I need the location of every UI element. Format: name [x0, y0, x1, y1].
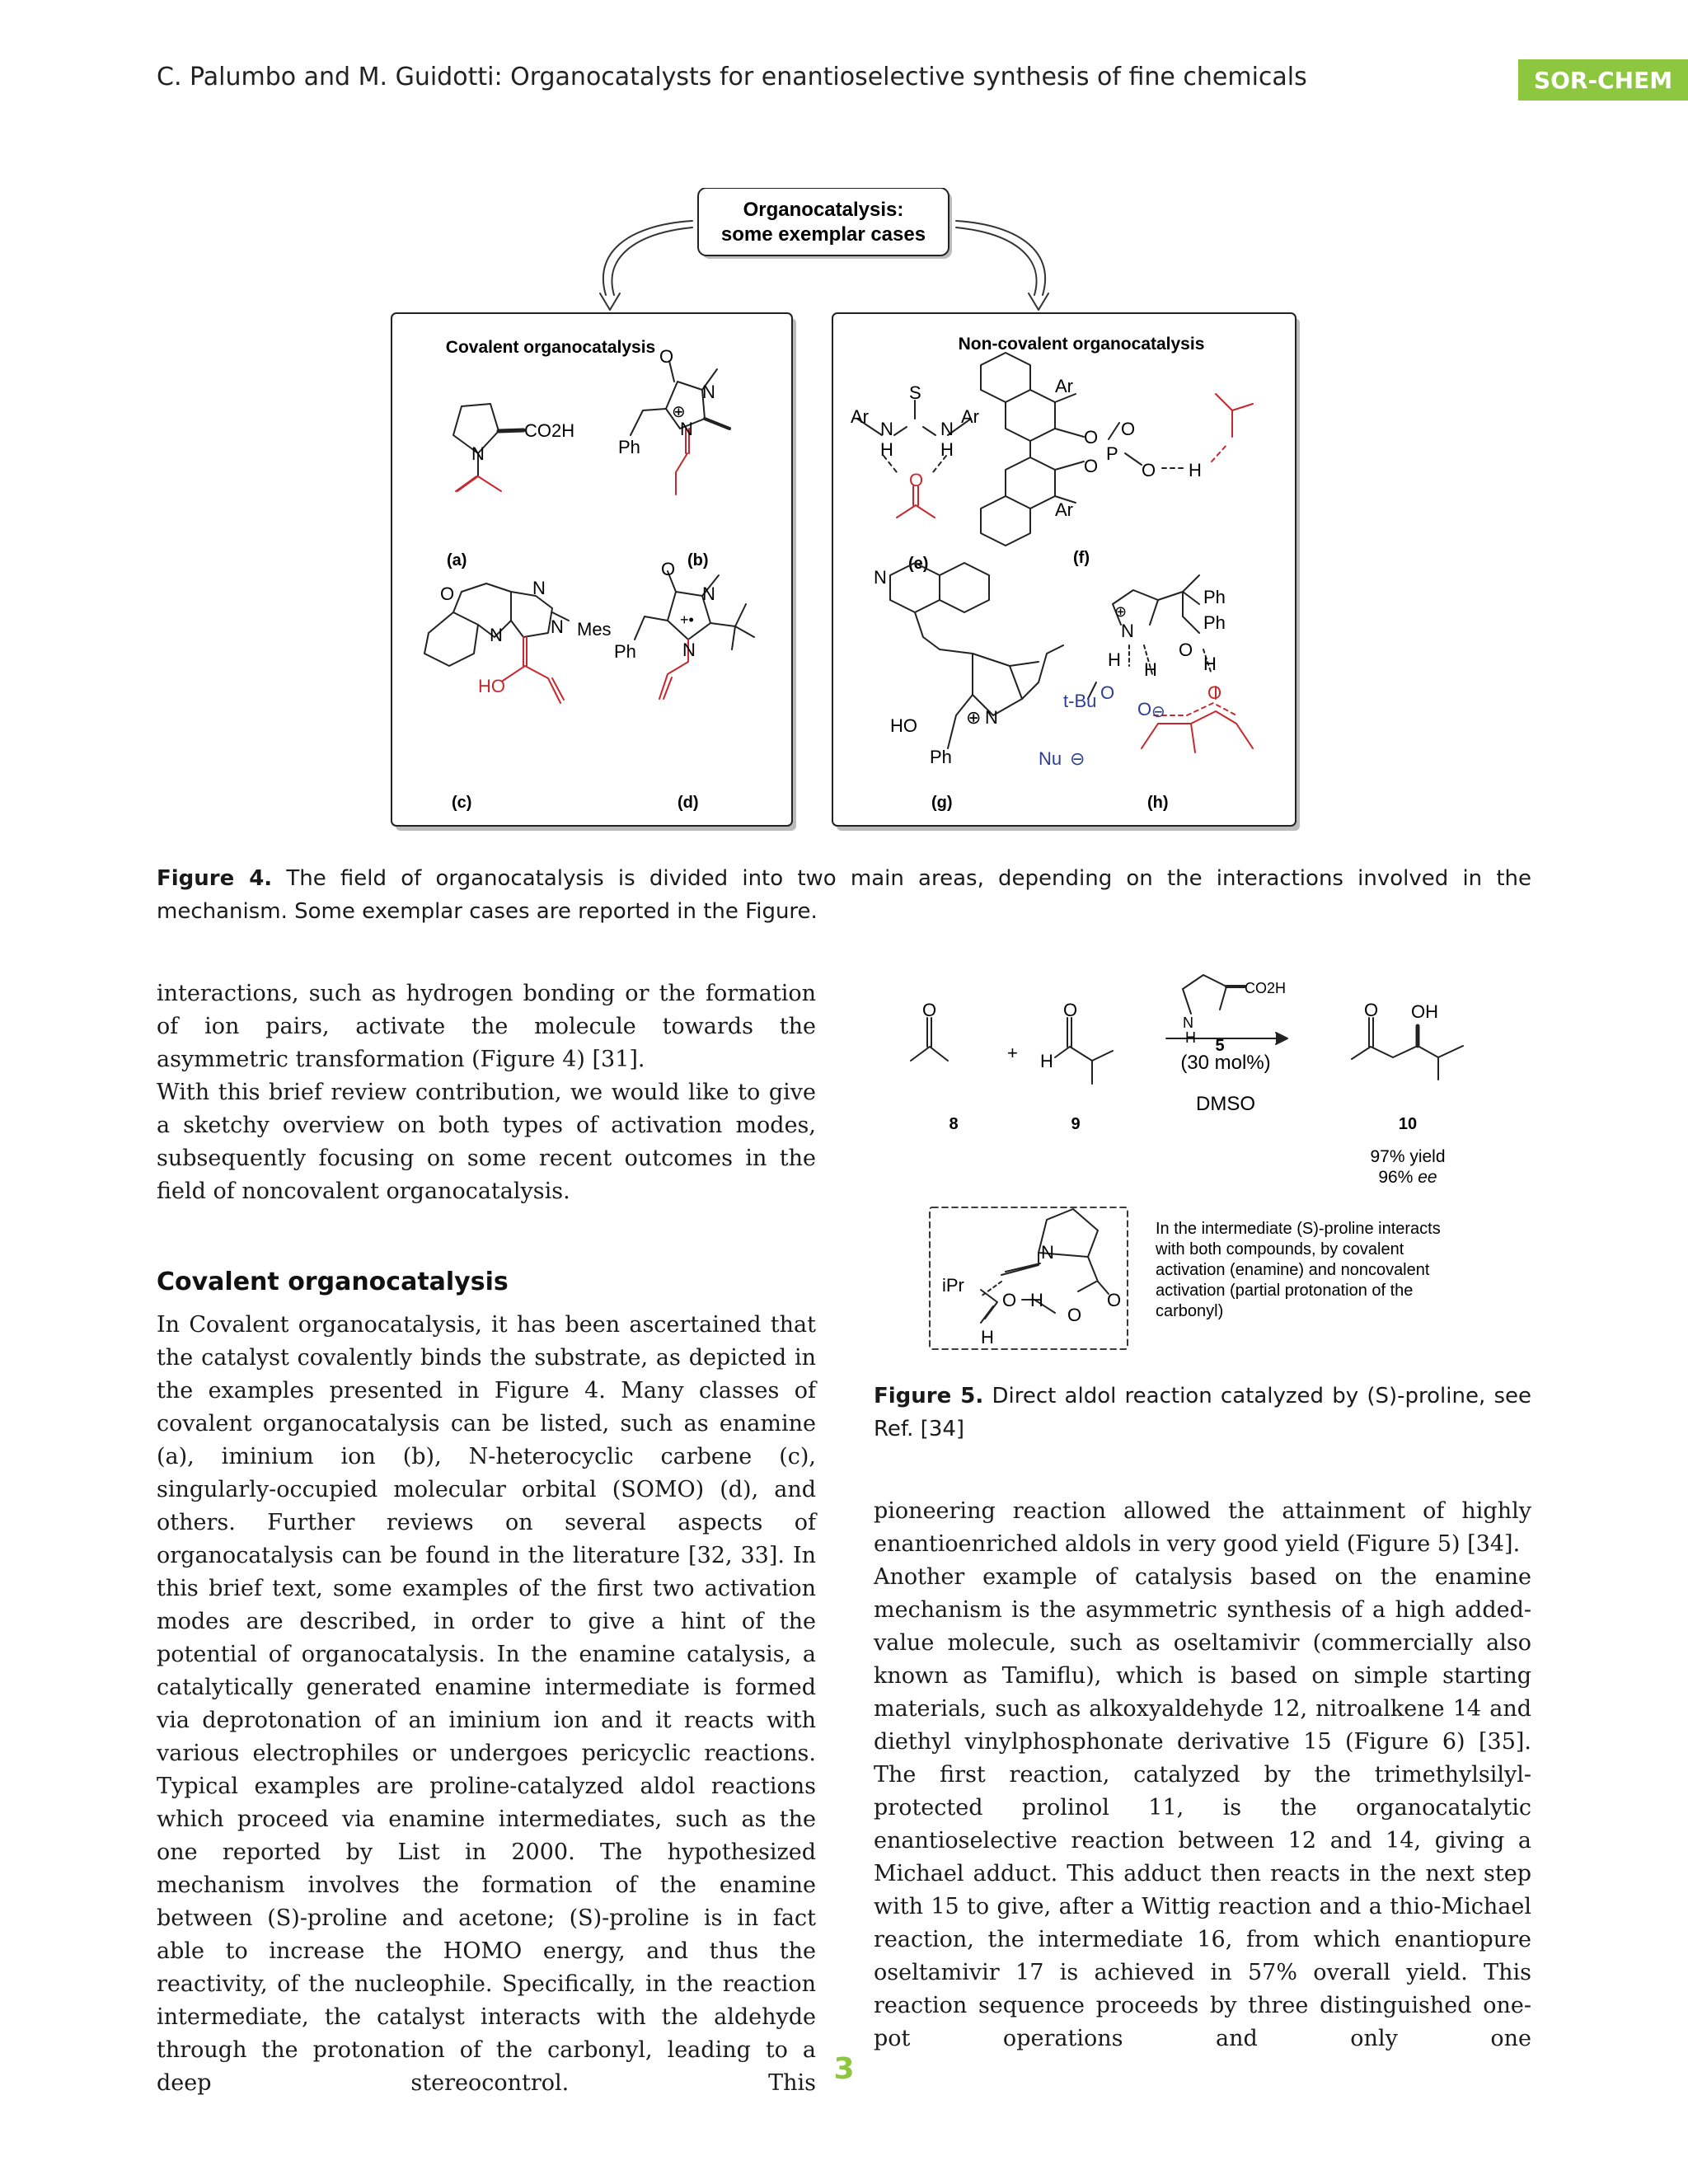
running-title: C. Palumbo and M. Guidotti: Organocatalysts for enantioselective synthesis of fine chemicals: [157, 63, 1307, 91]
charge-label: ⊕: [672, 403, 686, 421]
atom-label: HO: [890, 715, 917, 736]
caption-text: Direct aldol reaction catalyzed by (S)-proline, see Ref. [34]: [874, 1384, 1532, 1441]
atom-label: O: [1121, 419, 1136, 439]
atom-label: Ph: [1203, 612, 1226, 633]
right-column-body: [874, 1495, 1531, 2055]
left-column-body: [157, 1309, 816, 2100]
caption-label: Figure 4.: [157, 866, 273, 891]
atom-label: O: [1002, 1290, 1017, 1310]
panel-label-e: (e): [908, 555, 929, 573]
atom-label: Ar: [1055, 376, 1073, 396]
section-heading: Covalent organocatalysis: [157, 1268, 509, 1296]
atom-label: O: [1142, 460, 1156, 480]
paragraph: interactions, such as hydrogen bonding or the formation of ion pairs, activate the molecule towards the asymmetric transformation (Figure 4) [31].: [157, 981, 816, 1072]
atom-label: O: [661, 559, 676, 579]
atom-label: N: [1183, 1015, 1193, 1031]
atom-label: N: [985, 707, 998, 728]
right-curved-arrow: [956, 221, 1048, 310]
panel-label-f: (f): [1073, 549, 1090, 567]
left-column-intro: [157, 977, 816, 1208]
ee-label: 96% ee: [1378, 1168, 1437, 1187]
atom-label: S: [909, 382, 921, 403]
atom-label: N: [1041, 1242, 1054, 1263]
atom-label: Ar: [851, 406, 869, 427]
atom-label: N: [551, 616, 564, 637]
caption-label: Figure 5.: [874, 1384, 984, 1408]
figure-4-scheme: [379, 188, 1302, 835]
atom-label: N: [680, 419, 693, 439]
atom-label: H: [1144, 659, 1157, 680]
panel-label-h: (h): [1147, 794, 1169, 812]
atom-label: H: [940, 439, 954, 460]
atom-label: O: [909, 470, 924, 490]
atom-label: HO: [478, 676, 505, 696]
atom-label: H: [1040, 1051, 1053, 1071]
atom-label: Ph: [618, 437, 640, 457]
atom-label: O: [1067, 1305, 1082, 1325]
atom-label: O: [659, 346, 674, 367]
atom-label: O: [1100, 682, 1115, 703]
compound-label: 8: [949, 1115, 959, 1133]
atom-label: N: [490, 625, 503, 645]
catalyst-loading: (30 mol%): [1180, 1052, 1271, 1074]
atom-label: H: [1189, 460, 1202, 480]
panel-label-a: (a): [447, 551, 467, 569]
left-curved-arrow: [600, 221, 692, 310]
atom-label: Ph: [1203, 587, 1226, 607]
catalyst-label: 5: [1215, 1037, 1225, 1055]
panel-label-d: (d): [678, 794, 699, 812]
svg-text:with both compounds, by covale: with both compounds, by covalent: [1156, 1240, 1404, 1258]
panel-label-b: (b): [687, 551, 709, 569]
atom-label: H: [880, 439, 893, 460]
atom-label: O: [1084, 456, 1099, 476]
journal-badge: SOR-CHEM: [1518, 59, 1688, 101]
compound-label: 9: [1071, 1115, 1081, 1133]
compound-label: 10: [1398, 1115, 1418, 1133]
atom-label: Ar: [1055, 499, 1073, 520]
atom-label: O: [1207, 682, 1222, 703]
atom-label: CO2H: [524, 420, 575, 441]
panel-label-g: (g): [931, 794, 953, 812]
atom-label: O: [1107, 1290, 1122, 1310]
atom-label: H: [981, 1327, 994, 1347]
svg-text:In the intermediate (S)-prolin: In the intermediate (S)-proline interacts: [1156, 1220, 1441, 1238]
paragraph: pioneering reaction allowed the attainment of highly enantioenriched aldols in very good yield (Figure 5) [34].: [874, 1498, 1531, 1557]
atom-label: OH: [1411, 1001, 1438, 1022]
atom-label: ⊕: [966, 707, 982, 728]
atom-label: O: [1137, 699, 1152, 719]
charge-label: ⊕: [1114, 603, 1128, 620]
atom-label: O: [1084, 427, 1099, 448]
atom-label: H: [1030, 1290, 1043, 1310]
atom-label: N: [940, 419, 954, 439]
figure-4-caption: [157, 862, 1531, 928]
atom-label: O: [1364, 1000, 1379, 1020]
solvent: DMSO: [1196, 1093, 1255, 1115]
atom-label: O: [440, 583, 455, 604]
atom-label: O: [922, 1000, 937, 1020]
atom-label: H: [1108, 649, 1121, 670]
atom-label: Ar: [961, 406, 979, 427]
svg-text:carbonyl): carbonyl): [1156, 1302, 1224, 1320]
plus-sign: +: [1007, 1043, 1018, 1063]
panel-label-c: (c): [452, 794, 472, 812]
atom-label: N: [702, 382, 715, 402]
yield-label: 97% yield: [1370, 1147, 1446, 1166]
intermediate-note: [1155, 1220, 1441, 1320]
atom-label: Nu: [1039, 748, 1062, 769]
charge-label: ⊖: [1151, 703, 1165, 721]
atom-label: O: [1063, 1000, 1078, 1020]
atom-label: N: [532, 578, 546, 598]
page-number: 3: [833, 2052, 855, 2086]
paragraph: Another example of catalysis based on the enamine mechanism is the asymmetric synthesis of a high added-value molecule, such as oseltamivir (commercially also known as Tamiflu), which is based on simple starting materials, such as alkoxyaldehyde 12, nitroalkene 14 and diethyl vinylphosphonate derivative 15 (Figure 6) [35]. The first reaction, catalyzed by the trimethylsilyl-protected prolinol 11, is the organocatalytic enantioselective reaction between 12 and 14, giving a Michael adduct. This adduct then reacts in the next step with 15 to give, after a Wittig reaction and a thio-Michael reaction, the intermediate 16, from which enantiopure oseltamivir 17 is achieved in 57% overall yield. This reaction sequence proceeds by three distinguished one-pot operations and only one: [874, 1564, 1531, 2051]
atom-label: N: [880, 419, 893, 439]
atom-label: N: [1121, 621, 1134, 641]
covalent-box-title: Covalent organocatalysis: [445, 338, 656, 357]
atom-label: Mes: [577, 619, 612, 640]
atom-label: iPr: [942, 1275, 964, 1296]
svg-text:activation (partial protonatio: activation (partial protonation of the: [1156, 1282, 1414, 1300]
caption-text: The field of organocatalysis is divided into two main areas, depending on the interactions involved in the mechanism. Some exemplar cases are reported in the Figure.: [157, 866, 1531, 924]
figure-4-title-line2: some exemplar cases: [720, 223, 926, 246]
atom-label: N: [702, 583, 715, 604]
atom-label: CO2H: [1245, 980, 1287, 996]
paragraph: In Covalent organocatalysis, it has been ascertained that the catalyst covalently binds the substrate, as depicted in the examples presented in Figure 4. Many classes of covalent organocatalysis can be listed, such as enamine (a), iminium ion (b), N-heterocyclic carbene (c), singularly-occupied molecular orbital (SOMO) (d), and others. Further reviews on several aspects of organocatalysis can be found in the literature [32, 33]. In this brief text, some examples of the first two activation modes are described, in order to give a hint of the potential of organocatalysis. In the enamine catalysis, a catalytically generated enamine intermediate is formed via deprotonation of an iminium ion and it reacts with various electrophiles or undergoes pericyclic reactions. Typical examples are proline-catalyzed aldol reactions which proceed via enamine intermediates, such as the one reported by List in 2000. The hypothesized mechanism involves the formation of the enamine between (S)-proline and acetone; (S)-proline is in fact able to increase the HOMO energy, and thus the reactivity, of the nucleophile. Specifically, in the reaction intermediate, the catalyst interacts with the aldehyde through the protonation of the carbonyl, leading to a deep stereocontrol. This: [157, 1312, 816, 2096]
figure-4-title-line1: Organocatalysis:: [743, 199, 904, 221]
atom-label: P: [1106, 443, 1118, 464]
atom-label: H: [1203, 654, 1217, 674]
figure-5-scheme: [857, 968, 1574, 1356]
atom-label: H: [1185, 1029, 1196, 1046]
atom-label: N: [682, 640, 696, 660]
atom-label: N: [874, 567, 887, 588]
svg-text:activation (enamine) and nonco: activation (enamine) and noncovalent: [1156, 1261, 1430, 1279]
atom-label: O: [1179, 640, 1193, 660]
charge-label: ⊖: [1070, 748, 1085, 769]
atom-label: Ph: [614, 641, 636, 662]
atom-label: Ph: [930, 747, 952, 767]
charge-label: +•: [680, 612, 694, 628]
atom-label: N: [471, 443, 485, 464]
atom-label: t-Bu: [1063, 691, 1097, 711]
noncovalent-box-title: Non-covalent organocatalysis: [958, 335, 1205, 354]
paragraph: With this brief review contribution, we would like to give a sketchy overview on both types of activation modes, subsequently focusing on some recent outcomes in the field of noncovalent organocatalysis.: [157, 1080, 816, 1204]
figure-5-caption: [874, 1380, 1531, 1446]
